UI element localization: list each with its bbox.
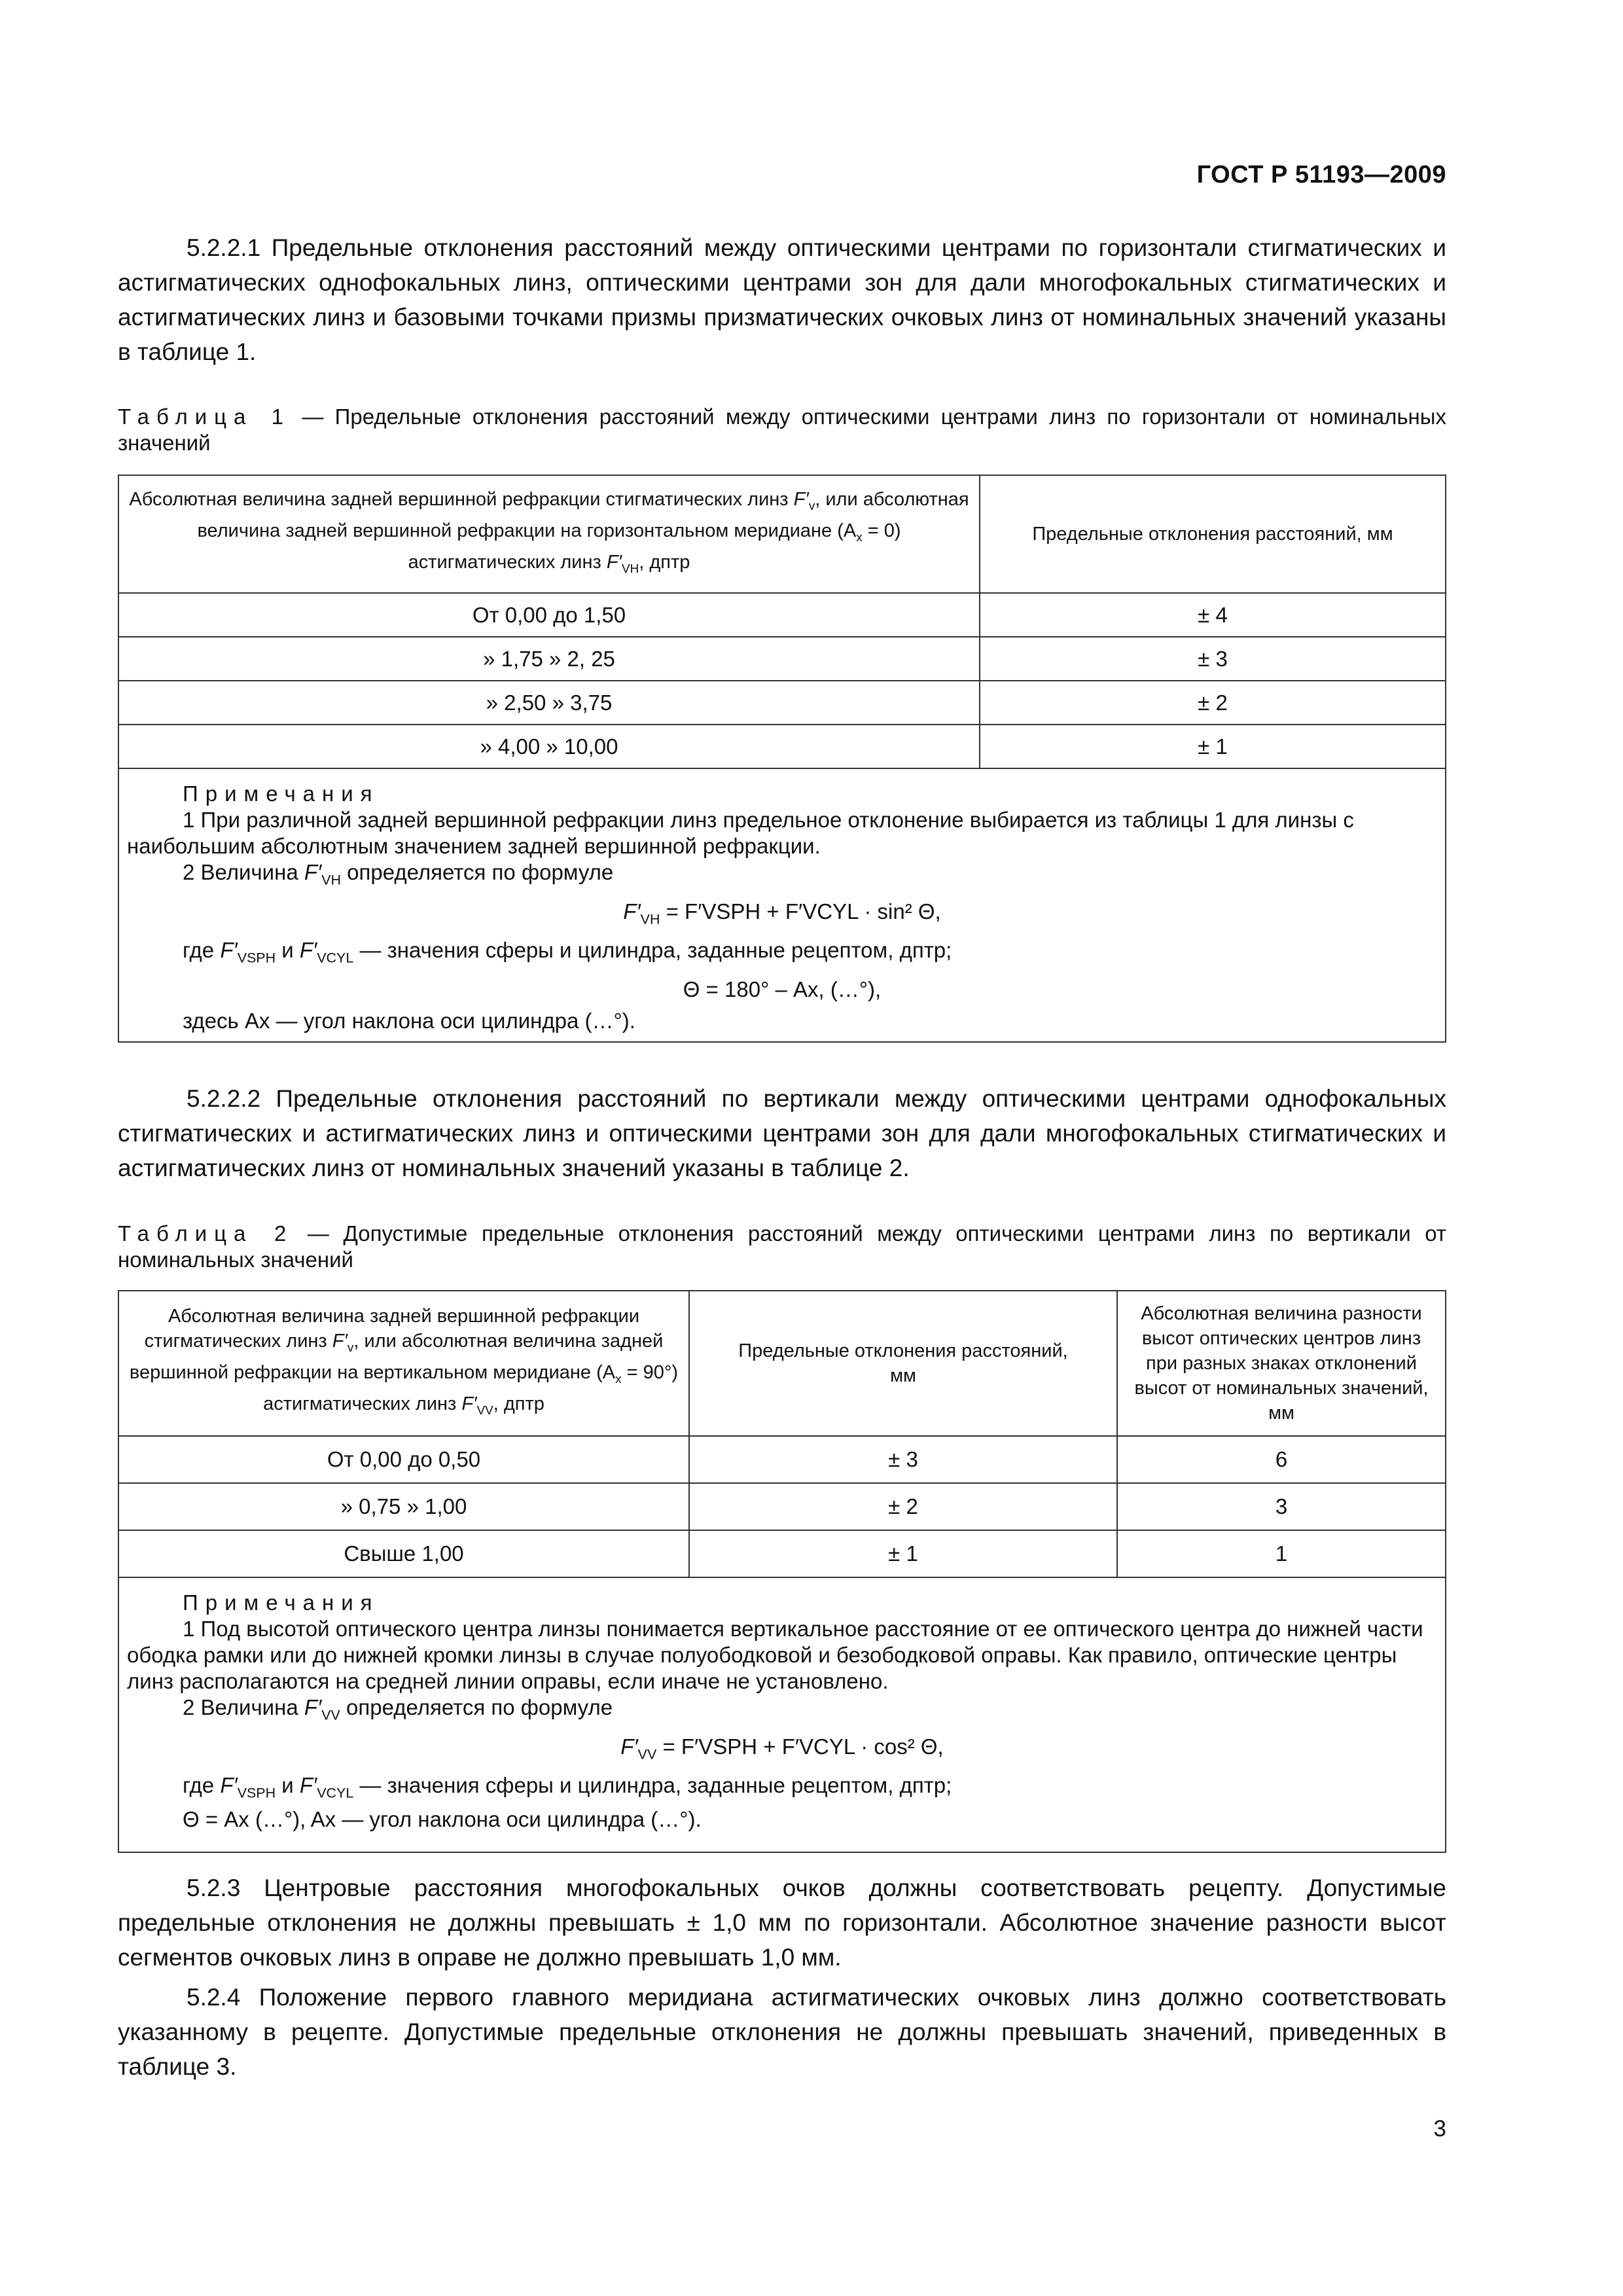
table2-label: Таблица 2 xyxy=(118,1221,294,1246)
table1-theta: Θ = 180° – Ax, (…°), xyxy=(683,977,882,1001)
table-row xyxy=(118,637,1446,681)
table1-note-2: 2 Величина $F'_{VH}$ определяется по формуле xyxy=(183,860,614,888)
t2-formula-text: = F′VSPH + F′VCYL · cos² Θ, xyxy=(662,1734,944,1759)
table2-cell-diff: 6 xyxy=(1117,1436,1446,1483)
table-row xyxy=(118,681,1446,725)
table2-cell-dev: ± 3 xyxy=(689,1436,1117,1483)
t1-where-a: где xyxy=(183,938,221,963)
table1-cell-range: » 2,50 » 3,75 xyxy=(118,681,980,725)
t1-h1-text-b: , или абсолютная величина задней вершинной рефракции на горизонтальном меридиане (A xyxy=(197,489,969,542)
t2-n2-b: определяется по формуле xyxy=(340,1695,613,1719)
t2-h1-text-a: Абсолютная величина задней вершинной рефракции стигматических линз xyxy=(144,1306,640,1352)
table1-note-1: 1 При различной задней вершинной рефракции линз предельное отклонение выбирается из таблицы 1 для линзы с наибольшим абсолютным значением задней вершинной рефракции. xyxy=(127,808,1354,858)
table1-here: здесь Ax — угол наклона оси цилиндра (…°). xyxy=(183,1008,635,1033)
table1-caption xyxy=(118,404,1446,456)
table-2 xyxy=(118,1290,1446,1853)
t2-where-b: — значения сферы и цилиндра, заданные рецептом, дптр; xyxy=(353,1773,952,1798)
table1-caption-text: — Предельные отклонения расстояний между оптическими центрами линз по горизонтали от номинальных значений xyxy=(118,404,1446,455)
t1-h1-sym2: F′ xyxy=(606,551,622,573)
page-number: 3 xyxy=(1433,2116,1446,2142)
t2-n2-a: 2 Величина xyxy=(183,1695,304,1719)
t1-h1-text-c: = 0) астигматических линз xyxy=(408,520,901,573)
t1-h1-text-a: Абсолютная величина задней вершинной рефракции стигматических линз xyxy=(129,489,794,511)
table1-cell-range: » 1,75 » 2, 25 xyxy=(118,637,980,681)
table2-formula: $F'_{VV}$ = F′VSPH + F′VCYL · cos² Θ, xyxy=(620,1734,944,1763)
t1-formula-text: = F′VSPH + F′VCYL · sin² Θ, xyxy=(666,899,941,924)
table1-cell-dev: ± 2 xyxy=(980,681,1446,725)
paragraph-5-2-2-1: 5.2.2.1 Предельные отклонения расстояний между оптическими центрами по горизонтали стигматических и астигматических однофокальных линз, оптическими центрами зон для дали многофокальных стигматических и астигматических линз и базовыми точками призмы призматических очковых линз от номинальных значений указаны в таблице 1. xyxy=(118,234,1446,365)
t1-h1-sym1: F′ xyxy=(793,489,809,511)
table1-cell-dev: ± 1 xyxy=(980,725,1446,768)
table-row xyxy=(118,1530,1446,1577)
table2-cell-dev: ± 1 xyxy=(689,1530,1117,1577)
table2-header-col1: Абсолютная величина задней вершинной рефракции стигматических линз $F'_v$, или абсолютная величина задней вершинной рефракции на вертикальном меридиане $(A_x = 90^\circ)$ астигматических линз $F'_{VV}$, дптр xyxy=(118,1291,689,1436)
t1-where-b: — значения сферы и цилиндра, заданные рецептом, дптр; xyxy=(353,938,952,963)
table2-cell-range: От 0,00 до 0,50 xyxy=(118,1436,689,1483)
table1-cell-range: От 0,00 до 1,50 xyxy=(118,593,980,637)
t2-h1-text-b: , или абсолютная величина задней вершинной рефракции на вертикальном меридиане (A xyxy=(129,1331,664,1384)
paragraph-5-2-2-2: 5.2.2.2 Предельные отклонения расстояний по вертикали между оптическими центрами однофокальных стигматических и астигматических линз и оптическими центрами зон для дали многофокальных стигматических и астигматических линз от номинальных значений указаны в таблице 2. xyxy=(118,1085,1446,1181)
table1-formula: $F'_{VH}$ = F′VSPH + F′VCYL · sin² Θ, xyxy=(623,899,941,927)
t1-n2-a: 2 Величина xyxy=(183,860,304,884)
t2-where-a: где xyxy=(183,1773,221,1798)
table2-notes xyxy=(118,1577,1446,1852)
table-row xyxy=(118,1483,1446,1530)
table2-caption xyxy=(118,1221,1446,1273)
t2-h1-text-c: = 90°) астигматических линз xyxy=(263,1362,679,1414)
table-row xyxy=(118,593,1446,637)
table1-where: где $F'_{VSPH}$ и $F'_{VCYL}$ — значения сферы и цилиндра, заданные рецептом, дптр; xyxy=(183,938,952,966)
t1-h1-text-d: , дптр xyxy=(639,551,690,573)
table2-note-2: 2 Величина $F'_{VV}$ определяется по формуле xyxy=(183,1695,613,1723)
table2-header-col3: Абсолютная величина разности высот оптических центров линз при разных знаках отклонений высот от номинальных значений, мм xyxy=(1117,1291,1446,1436)
table2-notes-title: Примечания xyxy=(183,1590,380,1615)
table1-cell-range: » 4,00 » 10,00 xyxy=(118,725,980,768)
table-row xyxy=(118,1436,1446,1483)
table1-header-col1 xyxy=(118,475,980,593)
paragraph-5-2-3: 5.2.3 Центровые расстояния многофокальных очков должны соответствовать рецепту. Допустимые предельные отклонения не должны превышать ± 1,0 мм по горизонтали. Абсолютное значение разности высот сегментов очковых линз в оправе не должно превышать 1,0 мм. xyxy=(118,1874,1446,1971)
t1-n2-b: определяется по формуле xyxy=(341,860,614,884)
t1-h1-sub2: x xyxy=(856,529,863,544)
table2-note-1: 1 Под высотой оптического центра линзы понимается вертикальное расстояние от ее оптического центра до нижней части ободка рамки или до нижней кромки линзы в случае полуободковой и безободковой оправы. Как правило, оптические центры линз располагаются на средней линии оправы, если иначе не установлено. xyxy=(127,1617,1423,1693)
table2-cell-diff: 3 xyxy=(1117,1483,1446,1530)
t2-h1-text-d: , дптр xyxy=(493,1393,544,1414)
table2-caption-text: — Допустимые предельные отклонения расстояний между оптическими центрами линз по вертикали от номинальных значений xyxy=(118,1221,1446,1272)
table-row xyxy=(118,725,1446,768)
table2-theta: Θ = Ax (…°), Ax — угол наклона оси цилиндра (…°). xyxy=(183,1806,702,1831)
document-code-header: ГОСТ Р 51193—2009 xyxy=(1196,161,1446,188)
table1-notes-title: Примечания xyxy=(183,781,380,806)
table1-header-col2: Предельные отклонения расстояний, мм xyxy=(980,475,1446,593)
table2-where: где $F'_{VSPH}$ и $F'_{VCYL}$ — значения сферы и цилиндра, заданные рецептом, дптр; xyxy=(183,1773,952,1801)
table2-cell-dev: ± 2 xyxy=(689,1483,1117,1530)
paragraph-5-2-4: 5.2.4 Положение первого главного меридиана астигматических очковых линз должно соответствовать указанному в рецепте. Допустимые предельные отклонения не должны превышать значений, приведенных в таблице 3. xyxy=(118,1984,1446,2080)
table2-cell-diff: 1 xyxy=(1117,1530,1446,1577)
table1-cell-dev: ± 3 xyxy=(980,637,1446,681)
table2-cell-range: » 0,75 » 1,00 xyxy=(118,1483,689,1530)
table-1 xyxy=(118,475,1446,1043)
t1-h1-sub1: v xyxy=(808,499,815,513)
t1-h1-sub3: VH xyxy=(622,561,639,575)
table1-cell-dev: ± 4 xyxy=(980,593,1446,637)
table2-header-col2: Предельные отклонения расстояний, мм xyxy=(689,1291,1117,1436)
table2-cell-range: Свыше 1,00 xyxy=(118,1530,689,1577)
table1-notes xyxy=(118,768,1446,1042)
table1-label: Таблица 1 xyxy=(118,404,291,429)
